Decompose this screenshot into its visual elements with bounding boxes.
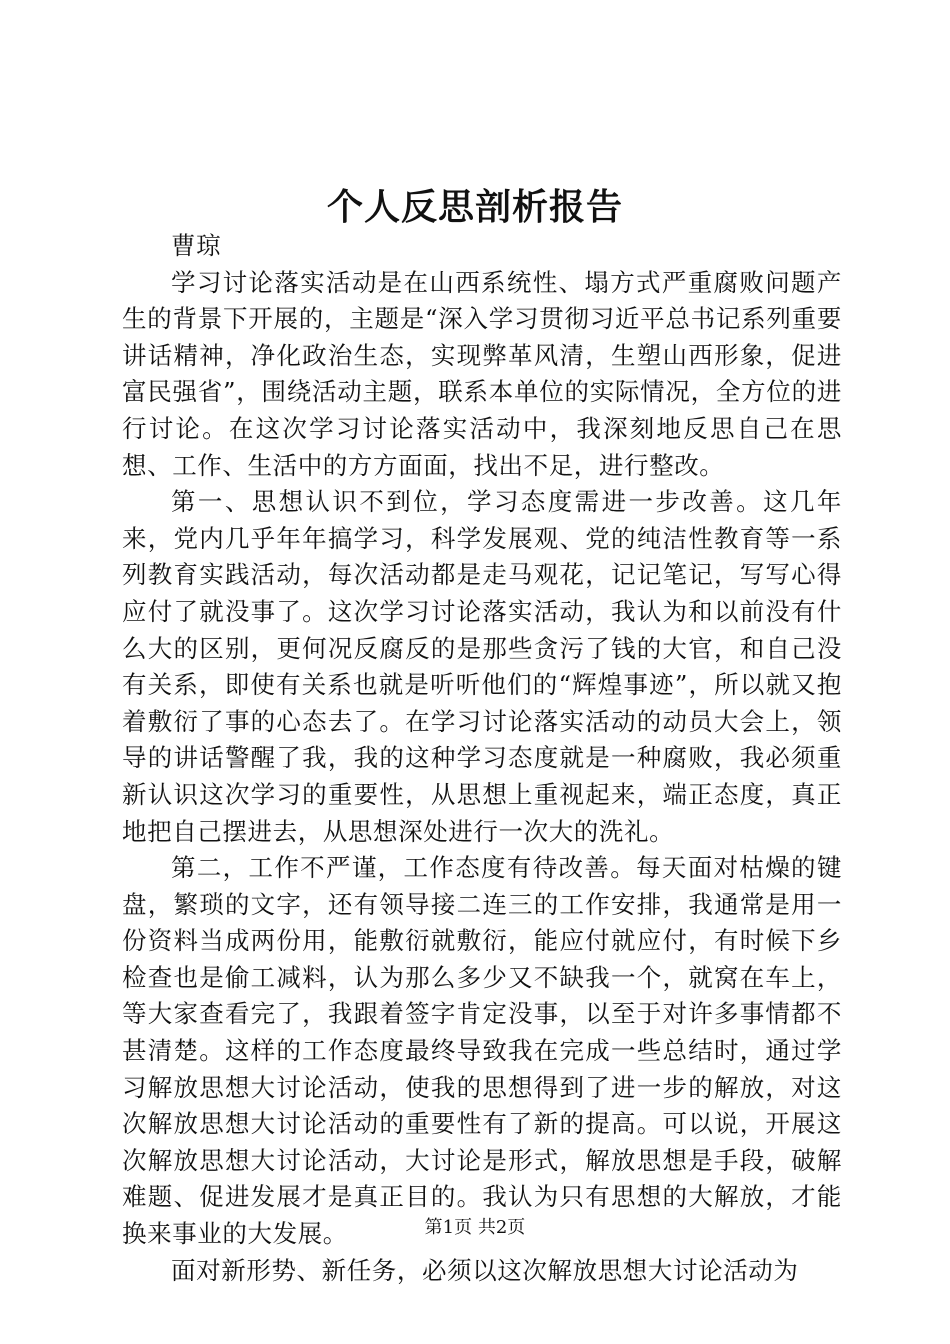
paragraph: 第一、思想认识不到位，学习态度需进一步改善。这几年来，党内几乎年年搞学习，科学发展观、党的纯洁性教育等一系列教育实践活动，每次活动都是走马观花，记记笔记，写写心得应付了就没事了。这次学习讨论落实活动，我认为和以前没有什么大的区别，更何况反腐反的是那些贪污了钱的大官，和自己没有关系，即使有关系也就是听听他们的“辉煌事迹”，所以就又抱着敷衍了事的心态去了。在学习讨论落实活动的动员大会上，领导的讲话警醒了我，我的这种学习态度就是一种腐败，我必须重新认识这次学习的重要性，从思想上重视起来，端正态度，真正地把自己摆进去，从思想深处进行一次大的洗礼。: [122, 487, 842, 846]
author-name: 曹琼: [171, 231, 222, 260]
document-title: 个人反思剖析报告: [326, 186, 623, 228]
paragraph: 学习讨论落实活动是在山西系统性、塌方式严重腐败问题产生的背景下开展的，主题是“深入学习贯彻习近平总书记系列重要讲话精神，净化政治生态，实现弊革风清，生塑山西形象，促进富民强省”，围绕活动主题，联系本单位的实际情况，全方位的进行讨论。在这次学习讨论落实活动中，我深刻地反思自己在思想、工作、生活中的方方面面，找出不足，进行整改。: [122, 267, 842, 480]
document-body: [122, 228, 842, 1289]
paragraph: 第二，工作不严谨，工作态度有待改善。每天面对枯燥的键盘，繁琐的文字，还有领导接二连三的工作安排，我通常是用一份资料当成两份用，能敷衍就敷衍，能应付就应付，有时候下乡检查也是偷工减料，认为那么多少又不缺我一个，就窝在车上，等大家查看完了，我跟着签字肯定没事，以至于对许多事情都不甚清楚。这样的工作态度最终导致我在完成一些总结时，通过学习解放思想大讨论活动，使我的思想得到了进一步的解放，对这次解放思想大讨论活动的重要性有了新的提高。可以说，开展这次解放思想大讨论活动，大讨论是形式，解放思想是手段，破解难题、促进发展才是真正目的。我认为只有思想的大解放，才能换来事业的大发展。: [122, 853, 842, 1249]
paragraph: 面对新形势、新任务，必须以这次解放思想大讨论活动为: [171, 1255, 799, 1285]
page-number-footer: 第1页 共2页: [424, 1217, 526, 1238]
